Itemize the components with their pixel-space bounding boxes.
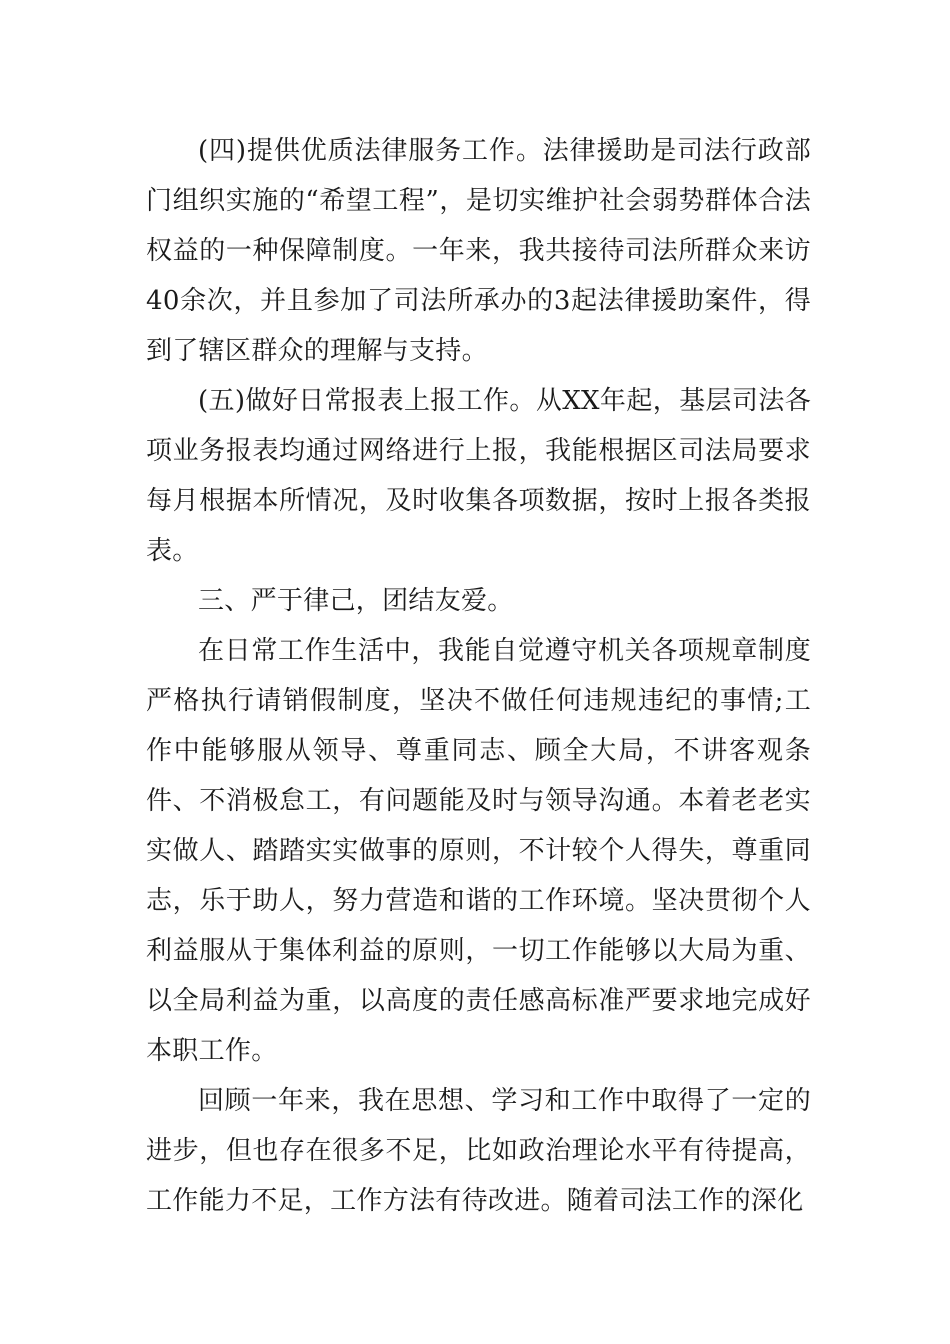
paragraph-reports: (五)做好日常报表上报工作。从XX年起，基层司法各项业务报表均通过网络进行上报，我能根据区司法局要求每月根据本所情况，及时收集各项数据，按时上报各类报表。	[146, 386, 811, 566]
document-body	[146, 126, 811, 1226]
paragraph-review: 回顾一年来，我在思想、学习和工作中取得了一定的进步，但也存在很多不足，比如政治理论水平有待提高，工作能力不足，工作方法有待改进。随着司法工作的深化	[146, 1086, 811, 1216]
section-heading-self-discipline: 三、严于律己，团结友爱。	[198, 586, 514, 616]
paragraph-daily-work: 在日常工作生活中，我能自觉遵守机关各项规章制度严格执行请销假制度，坚决不做任何违规违纪的事情;工作中能够服从领导、尊重同志、顾全大局，不讲客观条件、不消极怠工，有问题能及时与领导沟通。本着老老实实做人、踏踏实实做事的原则，不计较个人得失，尊重同志，乐于助人，努力营造和谐的工作环境。坚决贯彻个人利益服从于集体利益的原则，一切工作能够以大局为重、以全局利益为重，以高度的责任感高标准严要求地完成好本职工作。	[146, 636, 811, 1066]
paragraph-legal-aid: (四)提供优质法律服务工作。法律援助是司法行政部门组织实施的“希望工程”，是切实维护社会弱势群体合法权益的一种保障制度。一年来，我共接待司法所群众来访40余次，并且参加了司法所承办的3起法律援助案件，得到了辖区群众的理解与支持。	[146, 136, 811, 366]
